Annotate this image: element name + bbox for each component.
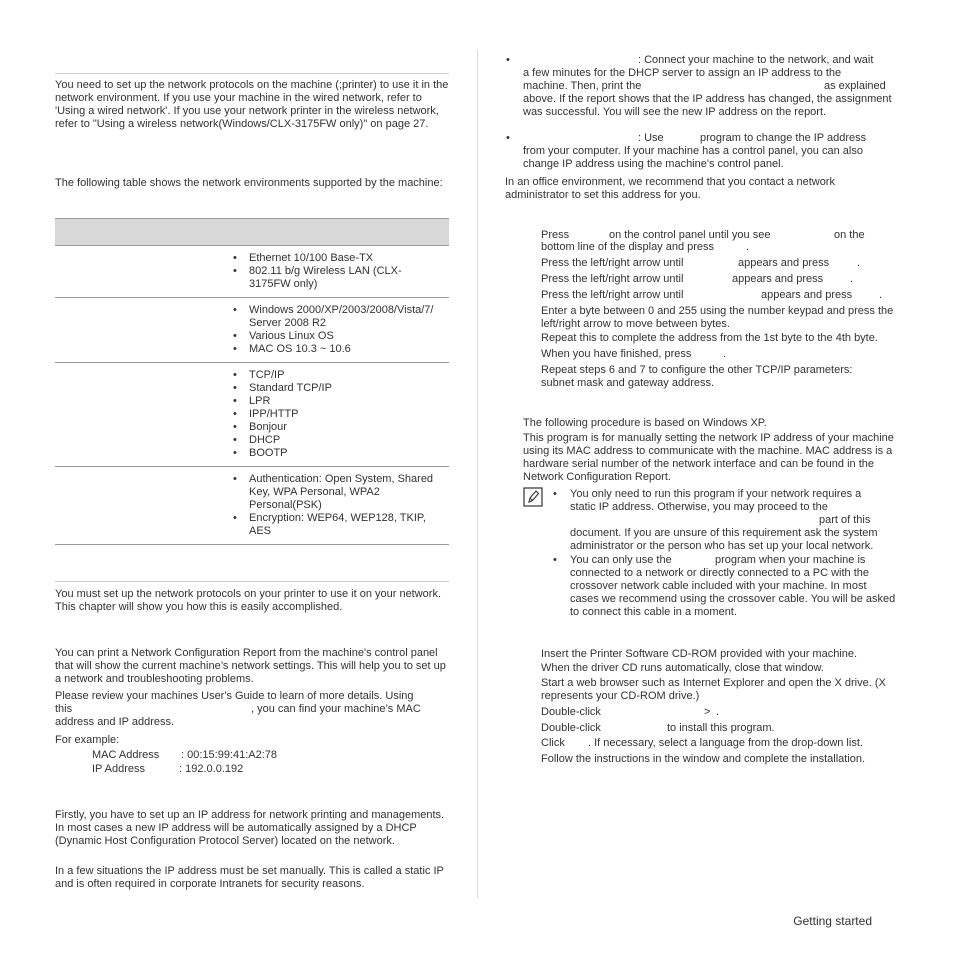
table-row [55,363,449,467]
install-step: . If necessary, select a language from the drop-down list. [588,737,863,749]
step-text: appears and press [732,273,824,285]
note-pencil-icon [523,487,543,507]
report-guide-this: this [55,703,73,715]
note-text: connected to a network or directly connected to a PC with the crossover network cable included with your machine. In most cases we recommend using the crossover cable. You will be asked to connect this cable in a moment. [570,567,896,618]
list-item: • IPP/HTTP [231,408,441,421]
bullet-marker: • [506,54,510,66]
step-text: Press the left/right arrow until [541,257,684,269]
step-text: appears and press [761,289,853,301]
list-item: • BOOTP [231,447,441,460]
step-text: . [850,273,854,285]
ip-paragraph-2: In a few situations the IP address must be set manually. This is called a static IP and is often required in corporate Intranets for security reasons. [55,865,444,890]
step-text: Enter a byte between 0 and 255 using the number keypad and press the left/right arrow to move between bytes. [541,305,894,330]
install-step: Start a web browser such as Internet Explorer and open the X drive. (X represents your CD-ROM drive.) [541,677,886,702]
list-item: • Ethernet 10/100 Base-TX [231,252,441,265]
list-item: • TCP/IP [231,369,441,382]
table-row [55,298,449,363]
install-step: Insert the Printer Software CD-ROM provided with your machine. [541,648,858,660]
list-item: • DHCP [231,434,441,447]
install-step: Double-click [541,722,601,734]
page-footer: Getting started [793,914,872,928]
list-item: • Standard TCP/IP [231,382,441,395]
step-text: Repeat steps 6 and 7 to configure the other TCP/IP parameters: subnet mask and gateway address. [541,364,853,389]
example-value: : 00:15:99:41:A2:78 [181,749,278,761]
step-text: . [879,289,883,301]
step-text: . [746,241,750,253]
program-paragraph: This program is for manually setting the network IP address of your machine using its MAC address to communicate with the machine. MAC address is a hardware serial number of the network interface and can be found in the Network Configuration Report. [523,432,894,483]
install-step: . [716,706,720,718]
install-step: Follow the instructions in the window and complete the installation. [541,753,866,765]
intro-paragraph: You need to set up the network protocols on the machine (;printer) to use it in the network environment. If you use your machine in the wired network, refer to 'Using a wired network'. If you use your network printer in the wireless network, refer to "Using a wireless network(Windows/CLX-3175FW only)" on page 27. [55,79,449,130]
note-text: part of this [819,514,871,526]
step-text: appears and press [738,257,830,269]
dhcp-bullet-line: : Connect your machine to the network, and wait [638,54,874,66]
note-text: program when your machine is [715,554,866,566]
step-text: When you have finished, press [541,348,692,360]
list-item: • LPR [231,395,441,408]
static-bullet-line: from your computer. If your machine has a control panel, you can also change IP address using the machine's control panel. [523,145,863,170]
list-item: • Authentication: Open System, Shared Key, WPA Personal, WPA2 Personal(PSK) [231,473,441,512]
report-guide-mac: , you can find your machine’s MAC [251,703,421,715]
note-text: You only need to run this program if your network requires a [570,488,862,500]
step-text: Press [541,229,570,241]
list-item: • 802.11 b/g Wireless LAN (CLX-3175FW only) [231,265,441,291]
ip-paragraph-1: Firstly, you have to set up an IP address for network printing and managements. In most cases a new IP address will be automatically assigned by a DHCP (Dynamic Host Configuration Protocol Server) located on the network. [55,809,445,847]
report-guide-line: Please review your machines User's Guide to learn of more details. Using [55,690,414,702]
list-item: • Bonjour [231,421,441,434]
bullet-marker: • [553,554,557,566]
dhcp-bullet-line: above. If the report shows that the IP address has changed, the assignment was successful. You will see the new IP address on the report. [523,93,892,118]
bullet-marker: • [506,132,510,144]
example-label: For example: [55,734,120,746]
report-guide-address: address and IP address. [55,716,175,728]
step-text: Press the left/right arrow until [541,273,684,285]
list-item: • MAC OS 10.3 ~ 10.6 [231,343,441,356]
table-row [55,246,449,298]
report-paragraph: You can print a Network Configuration Report from the machine's control panel that will show the current machine’s network settings. This will help you to set up a network and troubleshooting problems. [55,647,446,685]
step-text: on the [834,229,865,241]
office-paragraph: In an office environment, we recommend that you contact a network administrator to set this address for you. [505,176,835,201]
bullet-marker: • [553,488,557,500]
static-bullet-line: program to change the IP address [700,132,867,144]
wired-intro: You must set up the network protocols on your printer to use it on your network. This chapter will show you how this is easily accomplished. [55,588,442,613]
example-key: MAC Address [92,749,160,761]
list-item: • Various Linux OS [231,330,441,343]
table-header-row [55,219,449,246]
note-text: document. If you are unsure of this requirement ask the system administrator or the person who has set up your local network. [570,527,878,552]
dhcp-bullet-line: a few minutes for the DHCP server to assign an IP address to the [523,67,842,79]
procedure-note: The following procedure is based on Windows XP. [523,417,767,429]
note-text: You can only use the [570,554,672,566]
column-divider [477,50,478,898]
install-step: When the driver CD runs automatically, close that window. [541,662,824,674]
step-text: . [723,348,727,360]
table-intro: The following table shows the network environments supported by the machine: [55,177,443,189]
network-environment-table [55,218,449,545]
example-mac-row [92,749,277,762]
example-value: : 192.0.0.192 [179,763,244,775]
install-step: Double-click [541,706,601,718]
static-bullet-line: : Use [638,132,664,144]
list-item: • Windows 2000/XP/2003/2008/Vista/7/ Server 2008 R2 [231,304,441,330]
install-step: Click [541,737,565,749]
step-text: . [857,257,861,269]
step-text: Repeat this to complete the address from the 1st byte to the 4th byte. [541,332,878,344]
dhcp-bullet-line: machine. Then, print the [523,80,642,92]
example-ip-row [92,763,243,776]
install-step: > [704,706,711,718]
section-rule [55,581,449,582]
install-step: to install this program. [667,722,775,734]
step-text: on the control panel until you see [609,229,771,241]
step-text: bottom line of the display and press [541,241,715,253]
table-row [55,467,449,545]
note-text: static IP address. Otherwise, you may proceed to the [570,501,828,513]
section-rule [55,73,449,74]
example-key: IP Address [92,763,145,775]
list-item: • Encryption: WEP64, WEP128, TKIP, AES [231,512,441,538]
dhcp-bullet-line: as explained [824,80,886,92]
step-text: Press the left/right arrow until [541,289,684,301]
